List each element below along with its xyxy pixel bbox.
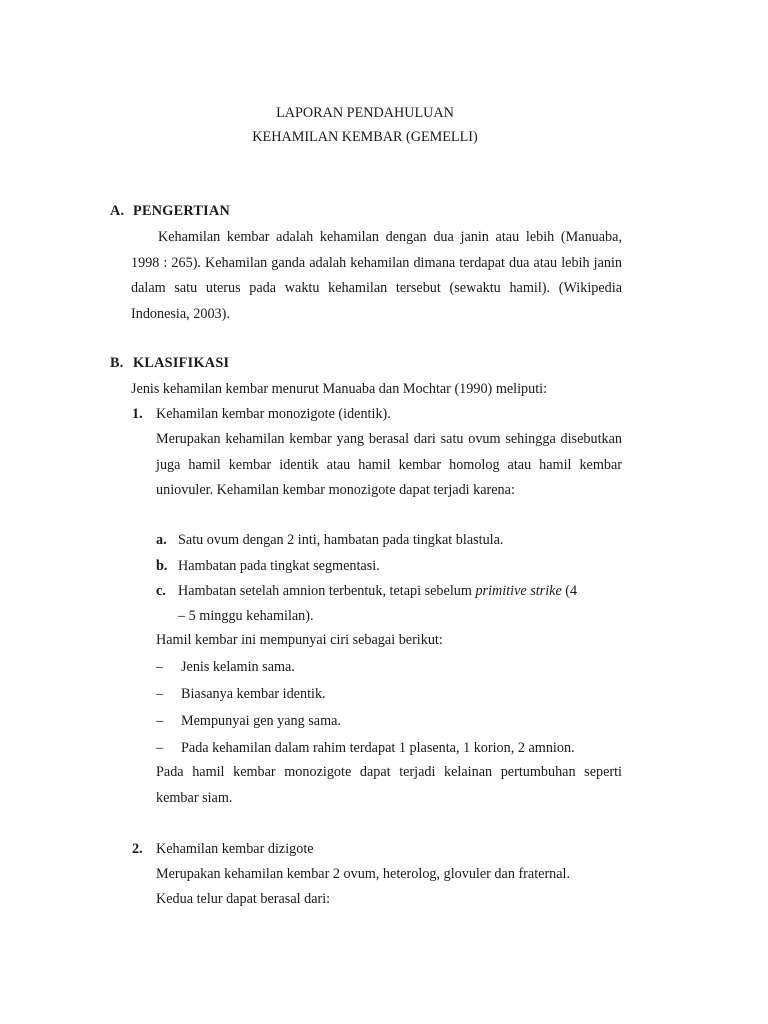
sub-item-mark: b. (156, 558, 168, 574)
item-2-line-1: Merupakan kehamilan kembar 2 ovum, heterolog, glovuler dan fraternal. (156, 866, 571, 882)
feature-text: Biasanya kembar identik. (181, 686, 326, 702)
list-item (132, 840, 314, 858)
feature-text: Mempunyai gen yang sama. (181, 713, 341, 729)
item-label: Kehamilan kembar dizigote (156, 841, 314, 857)
section-b-heading (110, 355, 229, 372)
feature-item (156, 712, 341, 730)
item-1-closing: Pada hamil kembar monozigote dapat terjadi kelainan pertumbuhan seperti kembar siam. (156, 764, 622, 806)
sub-list-item (156, 582, 622, 600)
sub-item-continuation: – 5 minggu kehamilan). (178, 608, 314, 624)
dash-marker: – (156, 659, 164, 675)
feature-text: Jenis kelamin sama. (181, 659, 295, 675)
section-b-letter: B. (110, 355, 124, 371)
document-title: LAPORAN PENDAHULUAN (276, 105, 454, 121)
document-subtitle: KEHAMILAN KEMBAR (GEMELLI) (252, 129, 478, 145)
sub-item-italic-term: primitive strike (475, 583, 562, 599)
feature-text: Pada kehamilan dalam rahim terdapat 1 plasenta, 1 korion, 2 amnion. (181, 740, 575, 756)
feature-item (156, 739, 575, 757)
dash-marker: – (156, 713, 164, 729)
item-1-description: Merupakan kehamilan kembar yang berasal dari satu ovum sehingga disebutkan juga hamil kembar identik atau hamil kembar homolog atau hamil kembar uniovuler. Kehamilan kembar monozigote dapat terjadi karena: (156, 431, 622, 498)
sub-item-text: Satu ovum dengan 2 inti, hambatan pada tingkat blastula. (178, 532, 504, 548)
dash-marker: – (156, 686, 164, 702)
sub-item-mark: a. (156, 532, 167, 548)
item-2-line-2: Kedua telur dapat berasal dari: (156, 891, 331, 907)
sub-item-text-after: (4 (561, 583, 578, 599)
features-intro: Hamil kembar ini mempunyai ciri sebagai berikut: (156, 632, 443, 648)
list-item (132, 405, 391, 423)
section-a-title: PENGERTIAN (133, 203, 231, 219)
section-b-intro: Jenis kehamilan kembar menurut Manuaba dan Mochtar (1990) meliputi: (131, 381, 548, 397)
section-b-title: KLASIFIKASI (133, 355, 230, 371)
sub-list-item (156, 531, 503, 549)
sub-item-mark: c. (156, 583, 166, 599)
sub-item-text: Hambatan pada tingkat segmentasi. (178, 558, 380, 574)
section-a-text: Kehamilan kembar adalah kehamilan dengan dua janin atau lebih (Manuaba, 1998 : 265). Kehamilan ganda adalah kehamilan dimana terdapat dua atau lebih janin dalam satu uterus pada waktu kehamilan tersebut (sewaktu hamil). (Wikipedia Indonesia, 2003). (131, 229, 622, 322)
item-number: 2. (132, 841, 143, 857)
sub-item-text: Hambatan setelah amnion terbentuk, tetapi sebelum (178, 583, 476, 599)
section-a-paragraph (131, 225, 622, 327)
section-a-heading (110, 203, 230, 220)
section-a-letter: A. (110, 203, 125, 219)
sub-list-item (156, 557, 380, 575)
item-label: Kehamilan kembar monozigote (identik). (156, 406, 391, 422)
dash-marker: – (156, 740, 164, 756)
item-number: 1. (132, 406, 143, 422)
feature-item (156, 658, 295, 676)
feature-item (156, 685, 326, 703)
